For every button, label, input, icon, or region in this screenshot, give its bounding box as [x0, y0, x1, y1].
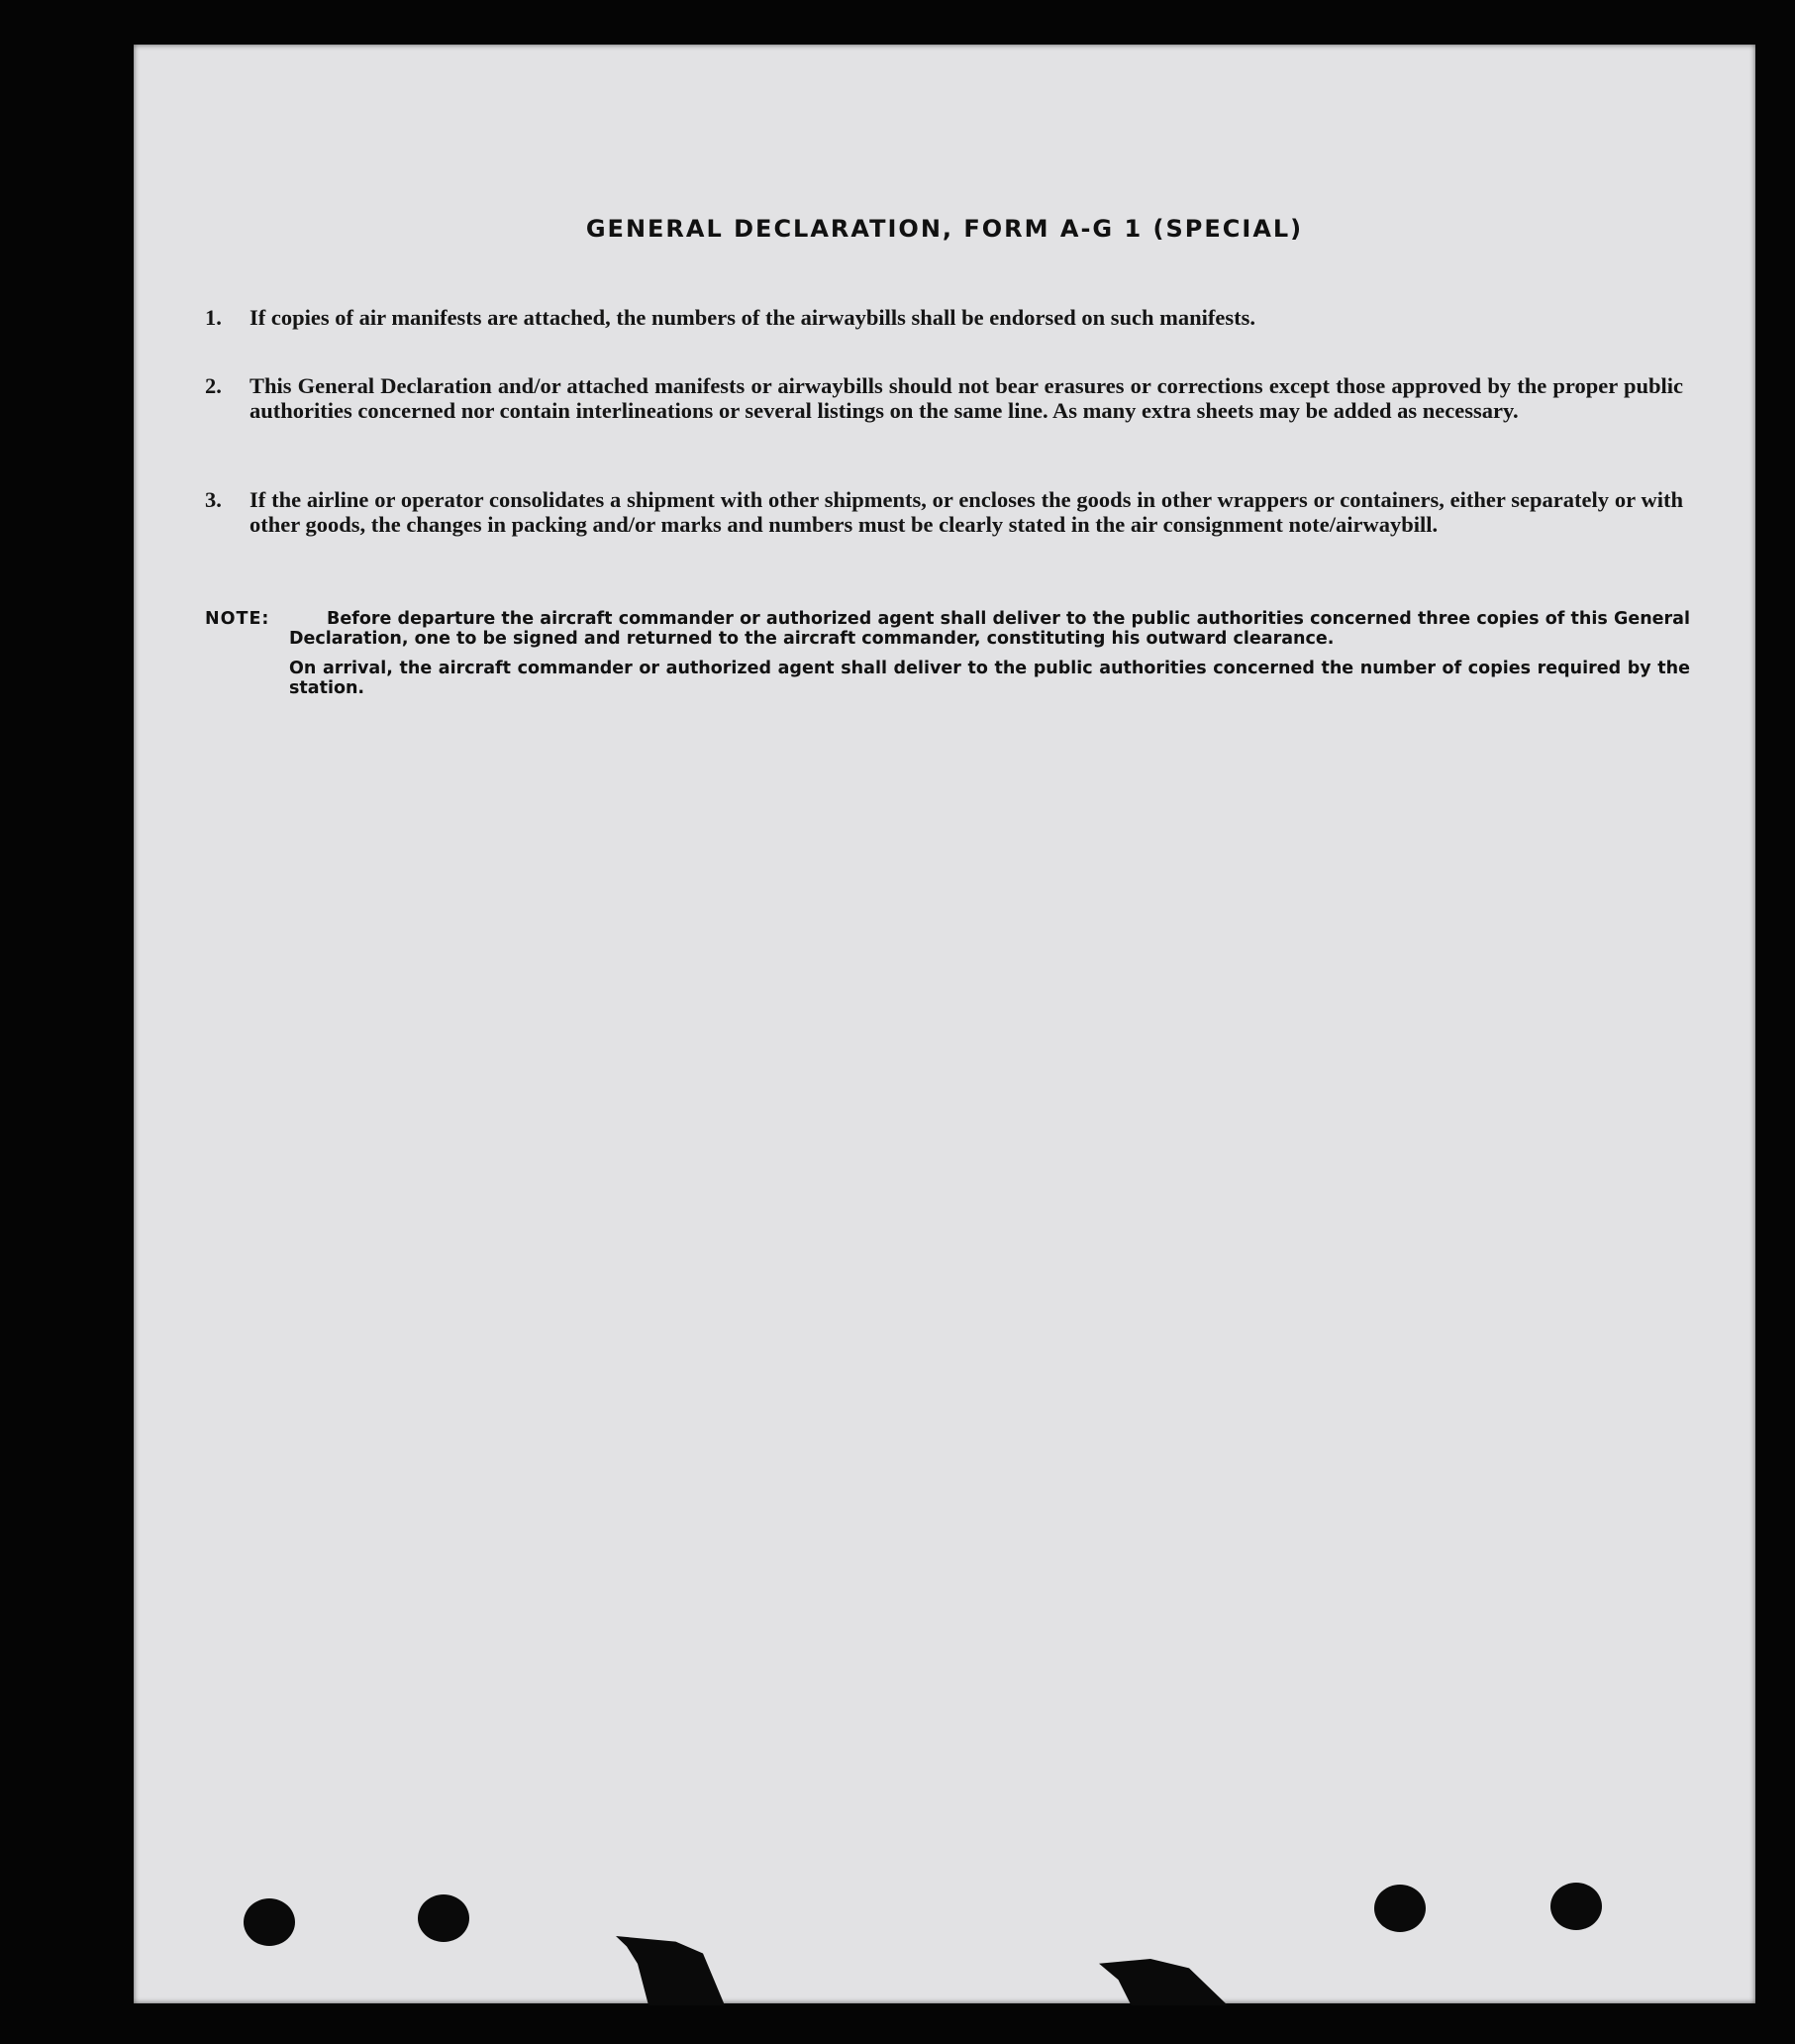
list-item	[205, 373, 1683, 423]
note-section	[205, 609, 1690, 698]
list-item	[205, 487, 1683, 537]
list-item	[205, 305, 1683, 330]
note-paragraph-departure: Before departure the aircraft commander or authorized agent shall deliver to the public authorities concerned three copies of this General Declaration, one to be signed and returned to the aircraft commander, constituting his outward clearance.	[289, 609, 1690, 649]
item-number: 3.	[205, 487, 222, 512]
item-text: If the airline or operator consolidates a shipment with other shipments, or encloses the goods in other wrappers or containers, either separately or with other goods, the changes in packing and/or marks and numbers must be clearly stated in the air consignment note/airwaybill.	[249, 487, 1683, 537]
item-text: This General Declaration and/or attached manifests or airwaybills should not bear erasures or corrections except those approved by the proper public authorities concerned nor contain interlineations or several listings on the same line. As many extra sheets may be added as necessary.	[249, 373, 1683, 423]
item-text: If copies of air manifests are attached, the numbers of the airwaybills shall be endorsed on such manifests.	[249, 305, 1256, 330]
punch-hole	[418, 1894, 469, 1942]
note-paragraph-arrival: On arrival, the aircraft commander or authorized agent shall deliver to the public authorities concerned the number of copies required by the station.	[289, 659, 1690, 698]
document-title: GENERAL DECLARATION, FORM A-G 1 (SPECIAL)	[585, 215, 1304, 243]
item-number: 1.	[205, 305, 222, 330]
punch-hole	[1374, 1885, 1426, 1932]
punch-hole	[1550, 1883, 1602, 1930]
item-number: 2.	[205, 373, 222, 398]
note-label: NOTE:	[205, 609, 270, 629]
punch-hole	[244, 1898, 295, 1946]
document-page	[134, 45, 1755, 2003]
